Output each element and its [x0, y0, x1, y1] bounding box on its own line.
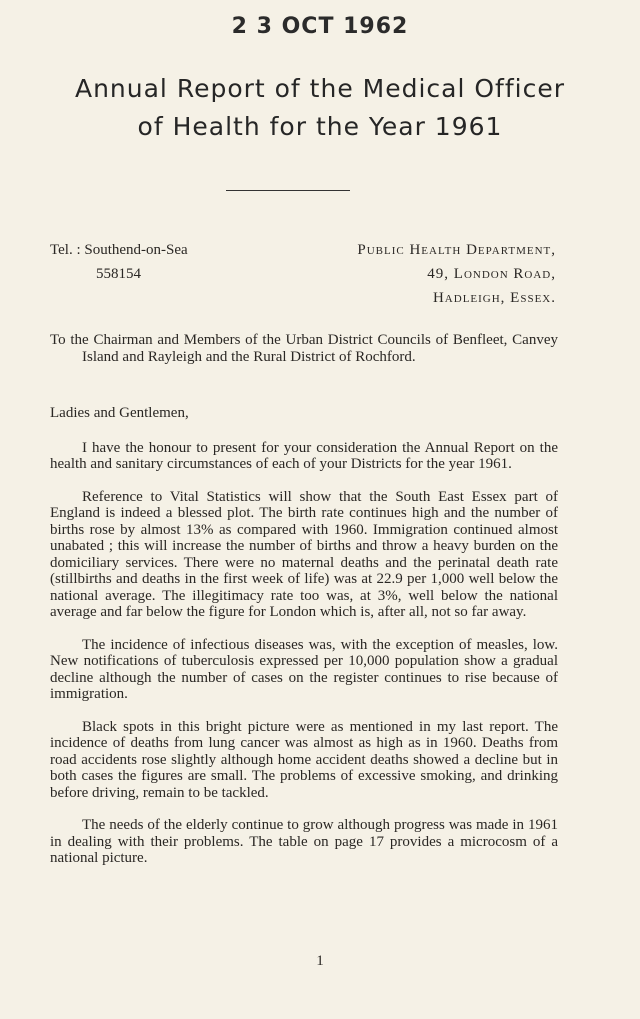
title-line-2: of Health for the Year 1961: [137, 112, 503, 141]
page-number: 1: [316, 953, 324, 969]
telephone-label: Tel. : Southend-on-Sea: [50, 242, 188, 258]
telephone-number: 558154: [96, 266, 141, 282]
date-stamp: 2 3 OCT 1962: [231, 14, 409, 39]
address-block: [357, 238, 556, 310]
paragraph-5: The needs of the elderly continue to grow although progress was made in 1961 in dealing with their problems. The table on page 17 provides a microcosm of a national picture.: [50, 817, 558, 866]
report-title: [0, 70, 640, 146]
paragraph-3: The incidence of infectious diseases was, with the exception of measles, low. New notifications of tuberculosis expressed per 10,000 population show a gradual decline although the number of cases on the register continues to rise because of immigration.: [50, 636, 558, 702]
telephone-block: [50, 238, 188, 286]
letter-body: [50, 332, 558, 883]
addressee: To the Chairman and Members of the Urban District Councils of Benfleet, Canvey Island and Rayleigh and the Rural District of Rochford.: [50, 332, 558, 365]
salutation: Ladies and Gentlemen,: [50, 405, 189, 421]
paragraph-4: Black spots in this bright picture were as mentioned in my last report. The incidence of deaths from lung cancer was almost as high as in 1960. Deaths from road accidents rose slightly although home accident deaths showed a decline but in both cases the figures are small. The problems of excessive smoking, and drinking before driving, remain to be tackled.: [50, 718, 558, 801]
title-line-1: Annual Report of the Medical Officer: [74, 74, 566, 103]
paragraph-2: Reference to Vital Statistics will show that the South East Essex part of England is indeed a blessed plot. The birth rate continues high and the number of births rose by almost 13% as compared with 1960. Immigration continued almost unabated ; this will increase the number of births and throw a heavy burden on the domiciliary services. There were no maternal deaths and the perinatal death rate (stillbirths and deaths in the first week of life) was at 22.9 per 1,000 well below the national average. The illegitimacy rate too was, at 3%, well below the national average and far below the figure for London which is, after all, not so far away.: [50, 488, 558, 620]
department-line: Public Health Department,: [357, 242, 556, 258]
town-line: Hadleigh, Essex.: [432, 290, 556, 306]
street-line: 49, London Road,: [427, 266, 556, 282]
paragraph-1: I have the honour to present for your consideration the Annual Report on the health and sanitary circumstances of each of your Districts for the year 1961.: [50, 439, 558, 472]
title-divider: [226, 190, 350, 191]
